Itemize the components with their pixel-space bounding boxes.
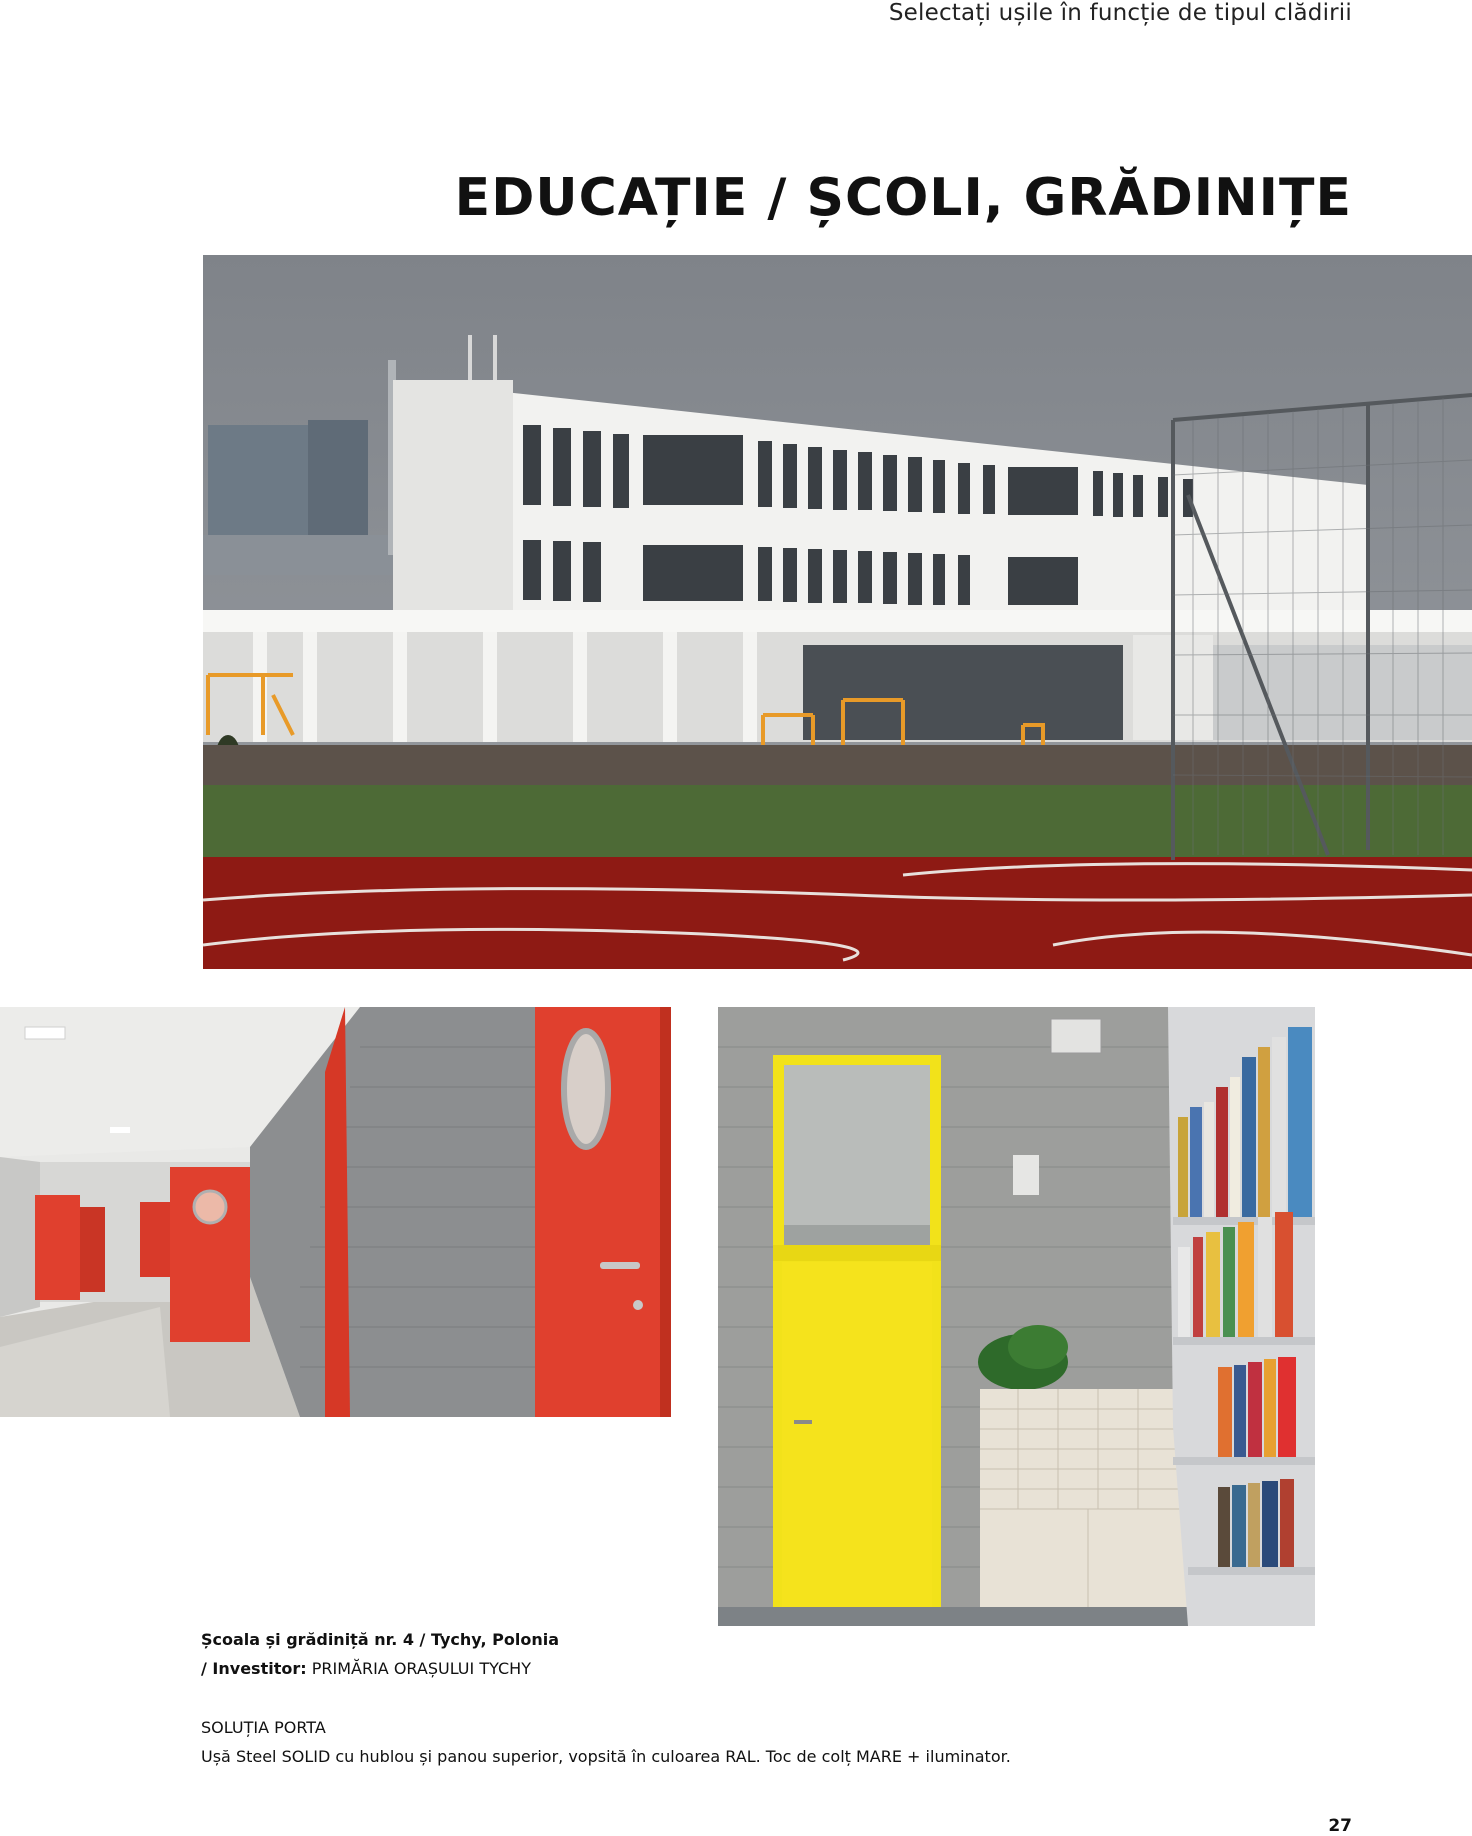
solution-heading: SOLUȚIA PORTA <box>201 1718 326 1737</box>
section-header: Selectați ușile în funcție de tipul clădirii <box>888 0 1352 26</box>
corridor-red-doors-photo <box>0 1007 671 1417</box>
project-caption: Școala și grădiniță nr. 4 / Tychy, Polonia <box>201 1630 559 1649</box>
page-title: EDUCAȚIE / ȘCOLI, GRĂDINIȚE <box>454 168 1352 228</box>
school-building-photo <box>203 255 1472 969</box>
solution-description: Ușă Steel SOLID cu hublou și panou superior, vopsită în culoarea RAL. Toc de colț MARE + iluminator. <box>201 1747 1011 1766</box>
library-yellow-door-photo <box>718 1007 1315 1626</box>
investor-caption <box>201 1661 531 1677</box>
investor-label: / Investitor: <box>201 1659 307 1678</box>
investor-value: PRIMĂRIA ORAȘULUI TYCHY <box>306 1659 531 1678</box>
page-number: 27 <box>1328 1816 1352 1836</box>
